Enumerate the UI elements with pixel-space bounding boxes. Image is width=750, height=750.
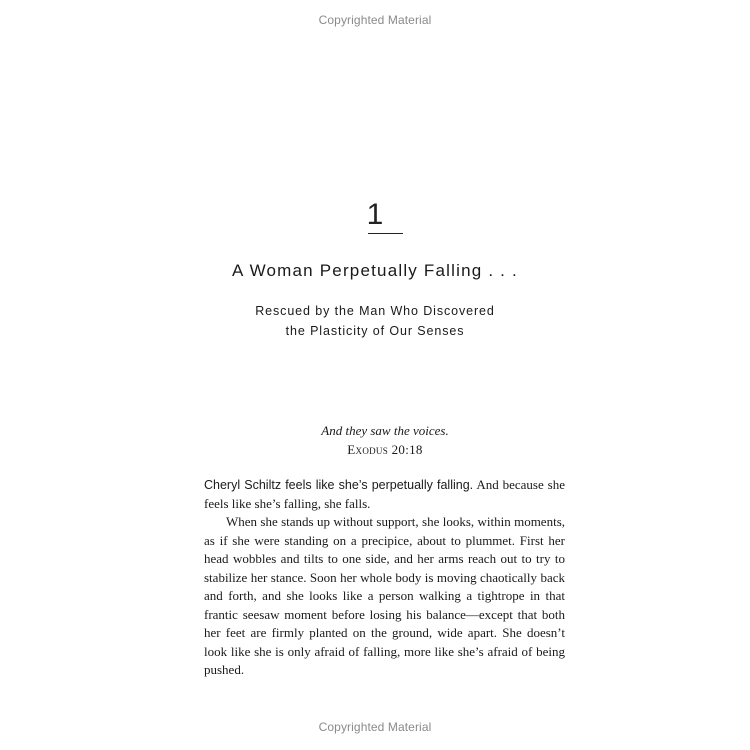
epigraph-quote: And they saw the voices. [321,423,449,438]
chapter-subtitle [0,301,750,341]
opening-phrase: Cheryl Schiltz feels like she’s perpetually falling. [204,478,474,492]
chapter-number: 1 [366,198,384,231]
body-text [204,476,565,680]
paragraph-1-rest: And because she feels like she’s falling, she falls. [204,477,565,511]
chapter-divider [368,233,403,234]
paragraph-1 [204,476,565,513]
paragraph-2: When she stands up without support, she looks, within moments, as if she were standing on a precipice, about to plummet. First her head wobbles and tilts to one side, and her arms reach out to try to stabilize her stance. Soon her whole body is moving chaotically back and forth, and she looks like a person walking a tightrope in that frantic seesaw moment before losing his balance—except that both her feet are firmly planted on the ground, wide apart. She doesn’t look like she is only afraid of falling, more like she’s afraid of being pushed. [204,514,565,677]
chapter-subtitle-line-2: the Plasticity of Our Senses [285,324,465,338]
chapter-title: A Woman Perpetually Falling . . . [232,261,518,280]
copyright-watermark-bottom: Copyrighted Material [318,720,432,734]
chapter-subtitle-line-1: Rescued by the Man Who Discovered [255,304,495,318]
epigraph [0,421,750,459]
epigraph-source: Exodus 20:18 [347,442,423,457]
copyright-watermark-top: Copyrighted Material [318,13,432,27]
